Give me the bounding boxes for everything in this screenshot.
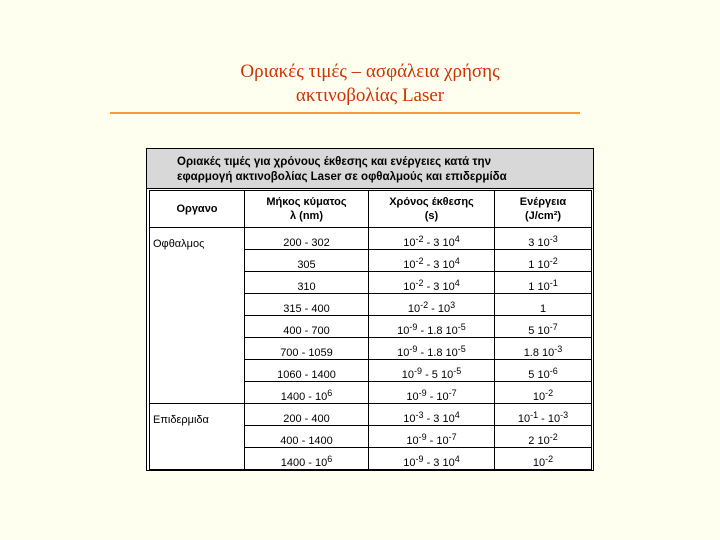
table-row — [150, 382, 592, 404]
cell-time: $10^{-2} - 3$ $10^4$ — [369, 228, 495, 250]
cell-time: $10^{-9} - 10^{-7}$ — [369, 426, 495, 448]
cell-energy: 1.8 $10^{-3}$ — [495, 338, 592, 360]
cell-time: $10^{-9} - 3$ $10^4$ — [369, 448, 495, 470]
header-wavelength: Μήκος κύματος λ (nm) — [245, 191, 369, 228]
cell-time: $10^{-9} - 10^{-7}$ — [369, 382, 495, 404]
cell-energy: 2 $10^{-2}$ — [495, 426, 592, 448]
cell-wavelength: 200 - 400 — [245, 404, 369, 426]
table-row — [150, 250, 592, 272]
table-body — [150, 228, 592, 470]
cell-time: $10^{-2} - 3$ $10^4$ — [369, 250, 495, 272]
slide-title — [110, 60, 630, 108]
cell-energy: $10^{-2}$ — [495, 382, 592, 404]
slide-title-line-1: Οριακές τιμές – ασφάλεια χρήσης — [240, 61, 500, 82]
cell-wavelength: $1400 - 10^6$ — [245, 448, 369, 470]
table-row — [150, 404, 592, 426]
header-energy: Ενέργεια (J/cm²) — [495, 191, 592, 228]
cell-energy: $10^{-2}$ — [495, 448, 592, 470]
cell-organ: Επιδερμιδα — [150, 404, 245, 426]
cell-wavelength: 200 - 302 — [245, 228, 369, 250]
table-caption-line-2: εφαρμογή ακτινοβολίας Laser σε οφθαλμούς και επιδερμίδα — [177, 171, 507, 183]
cell-time: $10^{-9} - 5$ $10^{-5}$ — [369, 360, 495, 382]
table-row — [150, 426, 592, 448]
exposure-limits-table — [149, 190, 592, 470]
cell-organ — [150, 272, 245, 294]
cell-organ — [150, 426, 245, 448]
limits-table-panel — [146, 148, 594, 471]
cell-energy: 3 $10^{-3}$ — [495, 228, 592, 250]
table-row — [150, 338, 592, 360]
cell-time: $10^{-3} - 3$ $10^4$ — [369, 404, 495, 426]
table-row — [150, 272, 592, 294]
header-exposure-time: Χρόνος έκθεσης (s) — [369, 191, 495, 228]
cell-energy: $10^{-1} - 10^{-3}$ — [495, 404, 592, 426]
table-header-row — [150, 191, 592, 228]
cell-organ: Οφθαλμος — [150, 228, 245, 250]
cell-organ — [150, 448, 245, 470]
table-caption — [147, 149, 593, 189]
cell-time: $10^{-9} - 1.8$ $10^{-5}$ — [369, 316, 495, 338]
cell-energy: 1 $10^{-2}$ — [495, 250, 592, 272]
cell-time: $10^{-2} - 10^3$ — [369, 294, 495, 316]
title-underline — [110, 112, 580, 114]
table-row — [150, 316, 592, 338]
cell-organ — [150, 382, 245, 404]
table-row — [150, 228, 592, 250]
cell-wavelength: 315 - 400 — [245, 294, 369, 316]
cell-organ — [150, 316, 245, 338]
cell-organ — [150, 294, 245, 316]
table-row — [150, 448, 592, 470]
cell-energy: 1 $10^{-1}$ — [495, 272, 592, 294]
cell-wavelength: 305 — [245, 250, 369, 272]
table-caption-line-1: Οριακές τιμές για χρόνους έκθεσης και ενέργειες κατά την — [177, 156, 491, 168]
cell-organ — [150, 250, 245, 272]
cell-energy: 1 — [495, 294, 592, 316]
cell-time: $10^{-2} - 3$ $10^4$ — [369, 272, 495, 294]
cell-wavelength: 400 - 1400 — [245, 426, 369, 448]
cell-wavelength: 400 - 700 — [245, 316, 369, 338]
cell-time: $10^{-9} - 1.8$ $10^{-5}$ — [369, 338, 495, 360]
cell-energy: 5 $10^{-7}$ — [495, 316, 592, 338]
cell-wavelength: $1400 - 10^6$ — [245, 382, 369, 404]
cell-wavelength: 700 - 1059 — [245, 338, 369, 360]
cell-organ — [150, 360, 245, 382]
cell-organ — [150, 338, 245, 360]
slide-title-line-2: ακτινοβολίας Laser — [295, 85, 445, 106]
cell-wavelength: 1060 - 1400 — [245, 360, 369, 382]
table-row — [150, 294, 592, 316]
cell-energy: 5 $10^{-6}$ — [495, 360, 592, 382]
cell-wavelength: 310 — [245, 272, 369, 294]
table-row — [150, 360, 592, 382]
header-organ: Οργανο — [150, 191, 245, 228]
